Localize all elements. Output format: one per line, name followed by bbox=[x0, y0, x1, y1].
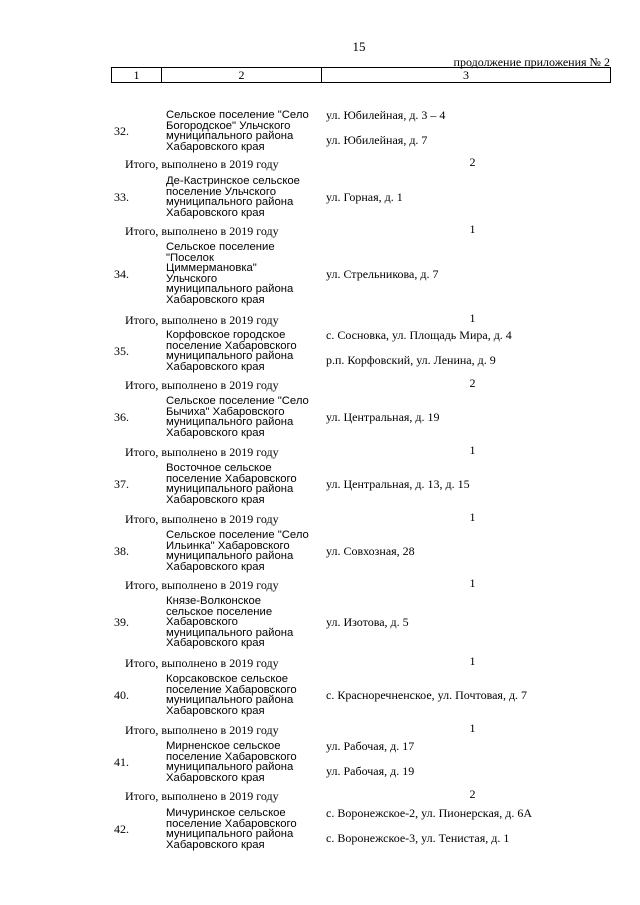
total-label: Итого, выполнено в 2019 году bbox=[125, 512, 279, 526]
row-number: 34. bbox=[114, 266, 129, 281]
settlement-name-line: поселение Хабаровского bbox=[166, 339, 297, 352]
row-number: 42. bbox=[114, 822, 129, 836]
address: с. Воронежское-3, ул. Тенистая, д. 1 bbox=[326, 831, 510, 845]
settlement-name-line: Князе-Волконское bbox=[166, 595, 262, 607]
settlement-name-line: муниципального района bbox=[166, 350, 294, 362]
total-count: 1 bbox=[469, 654, 476, 668]
settlement-name-line: муниципального района bbox=[166, 761, 294, 773]
settlement-name-line: Хабаровского края bbox=[166, 360, 265, 373]
row-number: 38. bbox=[114, 544, 129, 558]
settlement-name-line: Хабаровского края bbox=[166, 293, 265, 306]
settlement-name-line: Корфовское городское bbox=[166, 329, 286, 341]
settlement-name-line: Хабаровского края bbox=[166, 426, 265, 439]
address: ул. Рабочая, д. 19 bbox=[326, 764, 415, 778]
settlement-name-line: Сельское поселение "Село bbox=[166, 109, 309, 121]
settlement-name-line: сельское поселение bbox=[166, 605, 273, 618]
header-col-1: 1 bbox=[112, 68, 162, 82]
settlement-name-line: муниципального района bbox=[166, 283, 294, 295]
settlement-name-line: Хабаровского края bbox=[166, 637, 265, 649]
row-number: 39. bbox=[114, 615, 129, 630]
settlement-name-line: Восточное сельское bbox=[166, 462, 272, 474]
header-col-3: 3 bbox=[463, 68, 469, 82]
settlement-name-line: муниципального района bbox=[166, 196, 294, 208]
address: ул. Горная, д. 1 bbox=[326, 190, 403, 204]
settlement-name-line: поселение Хабаровского bbox=[166, 750, 297, 763]
settlement-name-line: муниципального района bbox=[166, 828, 294, 840]
settlement-name-line: "Поселок bbox=[166, 251, 214, 264]
row-number: 37. bbox=[114, 477, 129, 491]
address: ул. Центральная, д. 13, д. 15 bbox=[326, 477, 470, 491]
settlement-name-line: Хабаровского края bbox=[166, 206, 265, 219]
settlement-name-line: поселение Хабаровского bbox=[166, 472, 297, 485]
settlement-name-line: Корсаковское сельское bbox=[166, 673, 289, 685]
settlement-name-line: Де-Кастринское сельское bbox=[166, 175, 300, 187]
settlement-name-line: Хабаровского bbox=[166, 616, 238, 628]
address: ул. Стрельникова, д. 7 bbox=[326, 266, 439, 281]
total-label: Итого, выполнено в 2019 году bbox=[125, 378, 279, 392]
settlement-name-line: поселение Хабаровского bbox=[166, 817, 297, 830]
row-number: 32. bbox=[114, 124, 129, 138]
total-count: 2 bbox=[469, 787, 476, 801]
settlement-name-line: муниципального района bbox=[166, 626, 294, 639]
settlement-name-line: Богородское" Ульчского bbox=[166, 119, 291, 132]
total-label: Итого, выполнено в 2019 году bbox=[125, 313, 279, 327]
address: ул. Юбилейная, д. 7 bbox=[326, 133, 428, 147]
total-label: Итого, выполнено в 2019 году bbox=[125, 224, 279, 238]
page-number: 15 bbox=[352, 39, 366, 54]
total-count: 1 bbox=[469, 443, 476, 457]
row-number: 36. bbox=[114, 410, 129, 424]
settlement-name-line: Хабаровского края bbox=[166, 704, 265, 717]
address: ул. Центральная, д. 19 bbox=[326, 410, 440, 424]
table-header bbox=[111, 67, 611, 83]
address: с. Сосновка, ул. Площадь Мира, д. 4 bbox=[326, 328, 512, 342]
total-count: 1 bbox=[469, 576, 476, 590]
settlement-name-line: муниципального района bbox=[166, 483, 294, 495]
settlement-name-line: Мирненское сельское bbox=[166, 740, 281, 752]
settlement-name-line: Ульчского bbox=[166, 272, 218, 285]
settlement-name-line: Хабаровского края bbox=[166, 493, 265, 506]
settlement-name-line: Ильинка" Хабаровского bbox=[166, 539, 290, 552]
settlement-name-line: муниципального района bbox=[166, 550, 294, 562]
settlement-name-line: Хабаровского края bbox=[166, 140, 265, 153]
settlement-name-line: поселение Ульчского bbox=[166, 185, 276, 198]
appendix-note: продолжение приложения № 2 bbox=[453, 55, 610, 69]
total-count: 1 bbox=[469, 222, 476, 236]
row-number: 41. bbox=[114, 755, 129, 769]
settlement-name-line: муниципального района bbox=[166, 694, 294, 706]
settlement-name-line: Сельское поселение "Село bbox=[166, 529, 309, 541]
total-label: Итого, выполнено в 2019 году bbox=[125, 578, 279, 592]
total-label: Итого, выполнено в 2019 году bbox=[125, 789, 279, 803]
total-count: 2 bbox=[469, 376, 476, 390]
settlement-name-line: муниципального района bbox=[166, 130, 294, 142]
settlement-name-line: Бычиха" Хабаровского bbox=[166, 405, 285, 418]
address: ул. Юбилейная, д. 3 – 4 bbox=[326, 108, 446, 122]
total-label: Итого, выполнено в 2019 году bbox=[125, 723, 279, 737]
row-number: 33. bbox=[114, 190, 129, 204]
row-number: 40. bbox=[114, 688, 129, 702]
address: р.п. Корфовский, ул. Ленина, д. 9 bbox=[326, 353, 496, 367]
settlement-name-line: поселение Хабаровского bbox=[166, 683, 297, 696]
address: ул. Совхозная, 28 bbox=[326, 544, 415, 558]
settlement-name-line: муниципального района bbox=[166, 416, 294, 428]
address: с. Воронежское-2, ул. Пионерская, д. 6А bbox=[326, 806, 533, 820]
total-count: 1 bbox=[469, 510, 476, 524]
settlement-name-line: Хабаровского края bbox=[166, 560, 265, 573]
address: ул. Рабочая, д. 17 bbox=[326, 739, 415, 753]
settlement-name-line: Сельское поселение "Село bbox=[166, 395, 309, 407]
settlement-name-line: Сельское поселение bbox=[166, 241, 275, 253]
address: с. Красноречненское, ул. Почтовая, д. 7 bbox=[326, 688, 528, 702]
total-count: 1 bbox=[469, 721, 476, 735]
row-number: 35. bbox=[114, 344, 129, 358]
total-label: Итого, выполнено в 2019 году bbox=[125, 445, 279, 459]
settlement-name-line: Хабаровского края bbox=[166, 838, 265, 851]
header-col-2: 2 bbox=[162, 68, 322, 82]
settlement-name-line: Мичуринское сельское bbox=[166, 807, 286, 819]
total-label: Итого, выполнено в 2019 году bbox=[125, 656, 279, 670]
total-count: 2 bbox=[469, 155, 476, 169]
total-count: 1 bbox=[469, 311, 476, 325]
address: ул. Изотова, д. 5 bbox=[326, 615, 409, 630]
settlement-name-line: Циммермановка" bbox=[166, 262, 257, 274]
total-label: Итого, выполнено в 2019 году bbox=[125, 157, 279, 171]
settlement-name-line: Хабаровского края bbox=[166, 771, 265, 784]
